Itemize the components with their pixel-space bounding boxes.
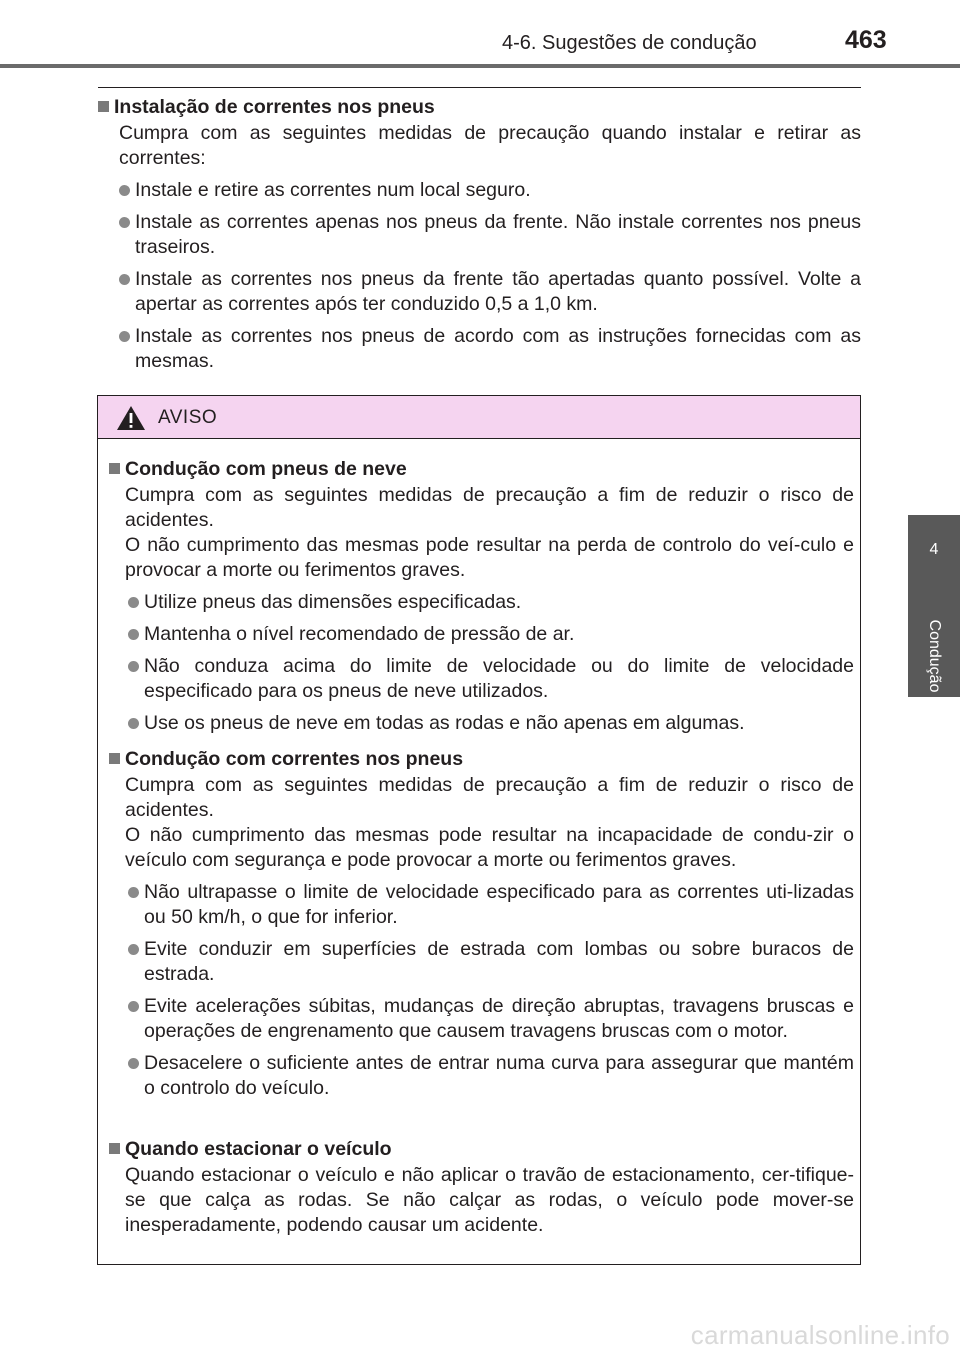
warning-box xyxy=(97,395,861,1265)
snow-tires-section xyxy=(109,457,854,736)
header-rule xyxy=(0,64,960,68)
list-item: Utilize pneus das dimensões especificadas. xyxy=(128,590,854,615)
list-item: Use os pneus de neve em todas as rodas e não apenas em algumas. xyxy=(128,711,854,736)
warning-heading: Quando estacionar o veículo xyxy=(109,1137,854,1161)
chains-installation-section xyxy=(98,95,861,374)
warning-paragraph: Quando estacionar o veículo e não aplicar o travão de estacionamento, cer-tifique-se que calça as rodas. Se não calçar as rodas, o veículo pode mover-se inesperadamente, podendo causar um acidente. xyxy=(125,1164,854,1236)
section-intro: Cumpra com as seguintes medidas de precaução quando instalar e retirar as correntes: xyxy=(119,122,861,169)
chapter-number: 4 xyxy=(929,541,939,558)
warning-paragraph: Cumpra com as seguintes medidas de precaução a fim de reduzir o risco de acidentes. xyxy=(125,484,854,531)
list-item: Mantenha o nível recomendado de pressão de ar. xyxy=(128,622,854,647)
warning-header xyxy=(98,396,860,439)
warning-heading: Condução com correntes nos pneus xyxy=(109,747,854,771)
warning-paragraph: Cumpra com as seguintes medidas de precaução a fim de reduzir o risco de acidentes. xyxy=(125,774,854,821)
list-item: Instale as correntes nos pneus de acordo com as instruções fornecidas com as mesmas. xyxy=(119,324,861,374)
parking-section xyxy=(109,1137,854,1238)
list-item: Não ultrapasse o limite de velocidade especificado para as correntes uti-lizadas ou 50 km/h, o que for inferior. xyxy=(128,880,854,930)
warning-paragraph: O não cumprimento das mesmas pode resultar na incapacidade de condu-zir o veículo com segurança e pode provocar a morte ou ferimentos graves. xyxy=(125,824,854,871)
content-top-rule xyxy=(98,87,861,88)
warning-title: AVISO xyxy=(158,407,218,428)
section-heading: Instalação de correntes nos pneus xyxy=(98,95,861,119)
page-number: 463 xyxy=(845,26,887,54)
list-item: Evite conduzir em superfícies de estrada com lombas ou sobre buracos de estrada. xyxy=(128,937,854,987)
watermark: carmanualsonline.info xyxy=(690,1320,950,1350)
list-item: Instale e retire as correntes num local seguro. xyxy=(119,178,861,203)
list-item: Desacelere o suficiente antes de entrar numa curva para assegurar que mantém o controlo do veículo. xyxy=(128,1051,854,1101)
warning-triangle-icon xyxy=(116,405,146,431)
list-item: Instale as correntes nos pneus da frente tão apertadas quanto possível. Volte a apertar as correntes após ter conduzido 0,5 a 1,0 km. xyxy=(119,267,861,317)
list-item: Instale as correntes apenas nos pneus da frente. Não instale correntes nos pneus traseiros. xyxy=(119,210,861,260)
list-item: Evite acelerações súbitas, mudanças de direção abruptas, travagens bruscas e operações de engrenamento que causem travagens bruscas com o motor. xyxy=(128,994,854,1044)
warning-paragraph: O não cumprimento das mesmas pode resultar na perda de controlo do veí-culo e provocar a morte ou ferimentos graves. xyxy=(125,534,854,581)
section-title: 4-6. Sugestões de condução xyxy=(502,32,757,54)
chapter-label: Condução xyxy=(926,619,943,693)
warning-heading: Condução com pneus de neve xyxy=(109,457,854,481)
list-item: Não conduza acima do limite de velocidade ou do limite de velocidade especificado para os pneus de neve utilizados. xyxy=(128,654,854,704)
chains-driving-section xyxy=(109,747,854,1101)
